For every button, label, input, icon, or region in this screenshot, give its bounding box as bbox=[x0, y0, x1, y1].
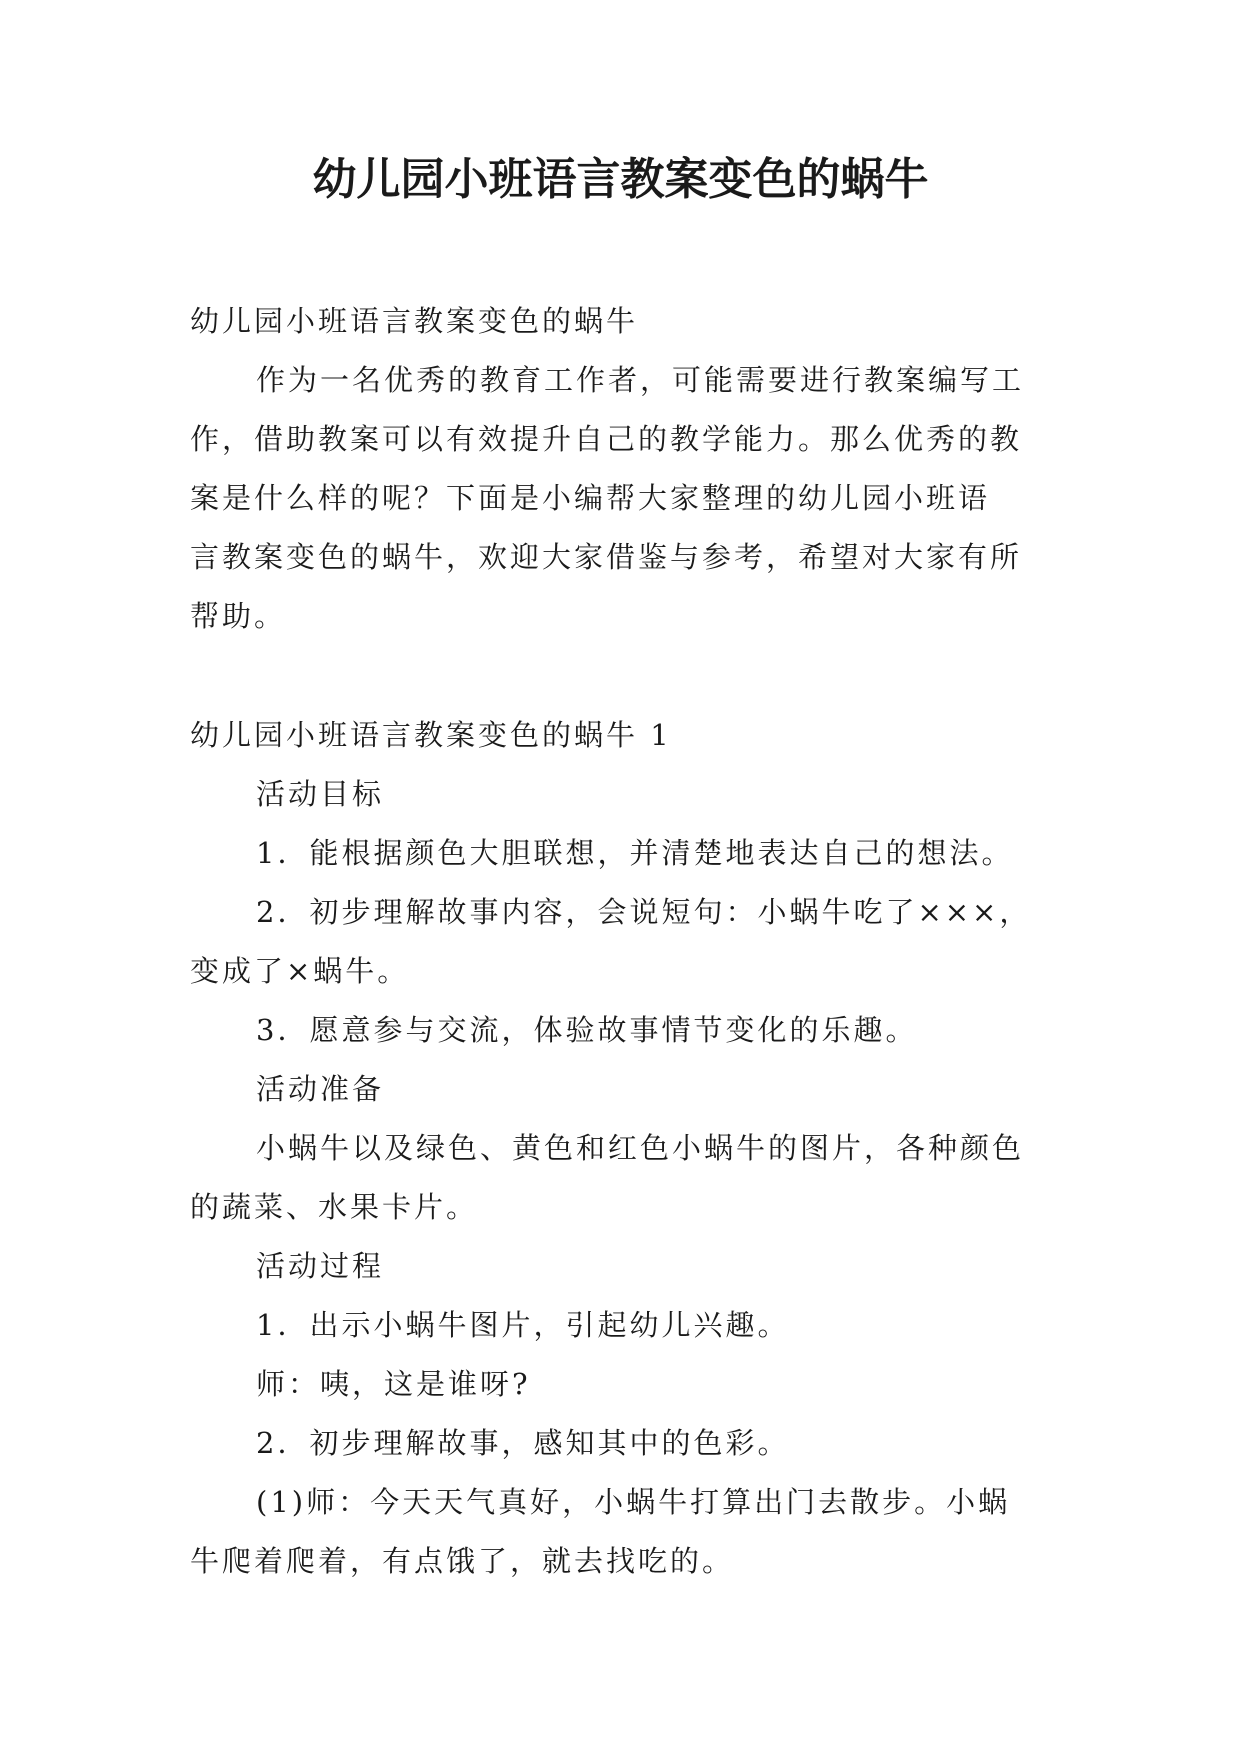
goals-heading: 活动目标 bbox=[256, 777, 385, 811]
goal-item: 3．愿意参与交流，体验故事情节变化的乐趣。 bbox=[256, 1013, 918, 1047]
section-spacer bbox=[190, 646, 1052, 706]
process-heading: 活动过程 bbox=[256, 1249, 385, 1283]
process-step: 2．初步理解故事，感知其中的色彩。 bbox=[256, 1426, 790, 1460]
document-body bbox=[190, 292, 1052, 1591]
intro-line: 作，借助教案可以有效提升自己的教学能力。那么优秀的教 bbox=[190, 422, 1023, 456]
goal-item: 1．能根据颜色大胆联想，并清楚地表达自己的想法。 bbox=[256, 836, 1014, 870]
goal-item-continuation: 变成了×蜗牛。 bbox=[190, 954, 410, 988]
prep-text: 小蜗牛以及绿色、黄色和红色小蜗牛的图片，各种颜色 bbox=[256, 1131, 1025, 1165]
intro-line: 帮助。 bbox=[190, 599, 287, 633]
intro-line: 案是什么样的呢？下面是小编帮大家整理的幼儿园小班语 bbox=[190, 481, 991, 515]
process-substep: (1)师：今天天气真好，小蜗牛打算出门去散步。小蜗 bbox=[256, 1485, 1011, 1519]
goal-item: 2．初步理解故事内容，会说短句：小蜗牛吃了×××， bbox=[256, 895, 1032, 929]
prep-heading: 活动准备 bbox=[256, 1072, 385, 1106]
intro-heading: 幼儿园小班语言教案变色的蜗牛 bbox=[190, 304, 639, 338]
section-heading: 幼儿园小班语言教案变色的蜗牛 1 bbox=[190, 718, 672, 752]
prep-text-continuation: 的蔬菜、水果卡片。 bbox=[190, 1190, 479, 1224]
process-step: 1．出示小蜗牛图片，引起幼儿兴趣。 bbox=[256, 1308, 790, 1342]
document-title: 幼儿园小班语言教案变色的蜗牛 bbox=[312, 154, 929, 205]
intro-line: 作为一名优秀的教育工作者，可能需要进行教案编写工 bbox=[256, 363, 1025, 397]
intro-line: 言教案变色的蜗牛，欢迎大家借鉴与参考，希望对大家有所 bbox=[190, 540, 1023, 574]
teacher-question: 师：咦，这是谁呀? bbox=[256, 1367, 531, 1401]
process-substep-continuation: 牛爬着爬着，有点饿了，就去找吃的。 bbox=[190, 1544, 735, 1578]
